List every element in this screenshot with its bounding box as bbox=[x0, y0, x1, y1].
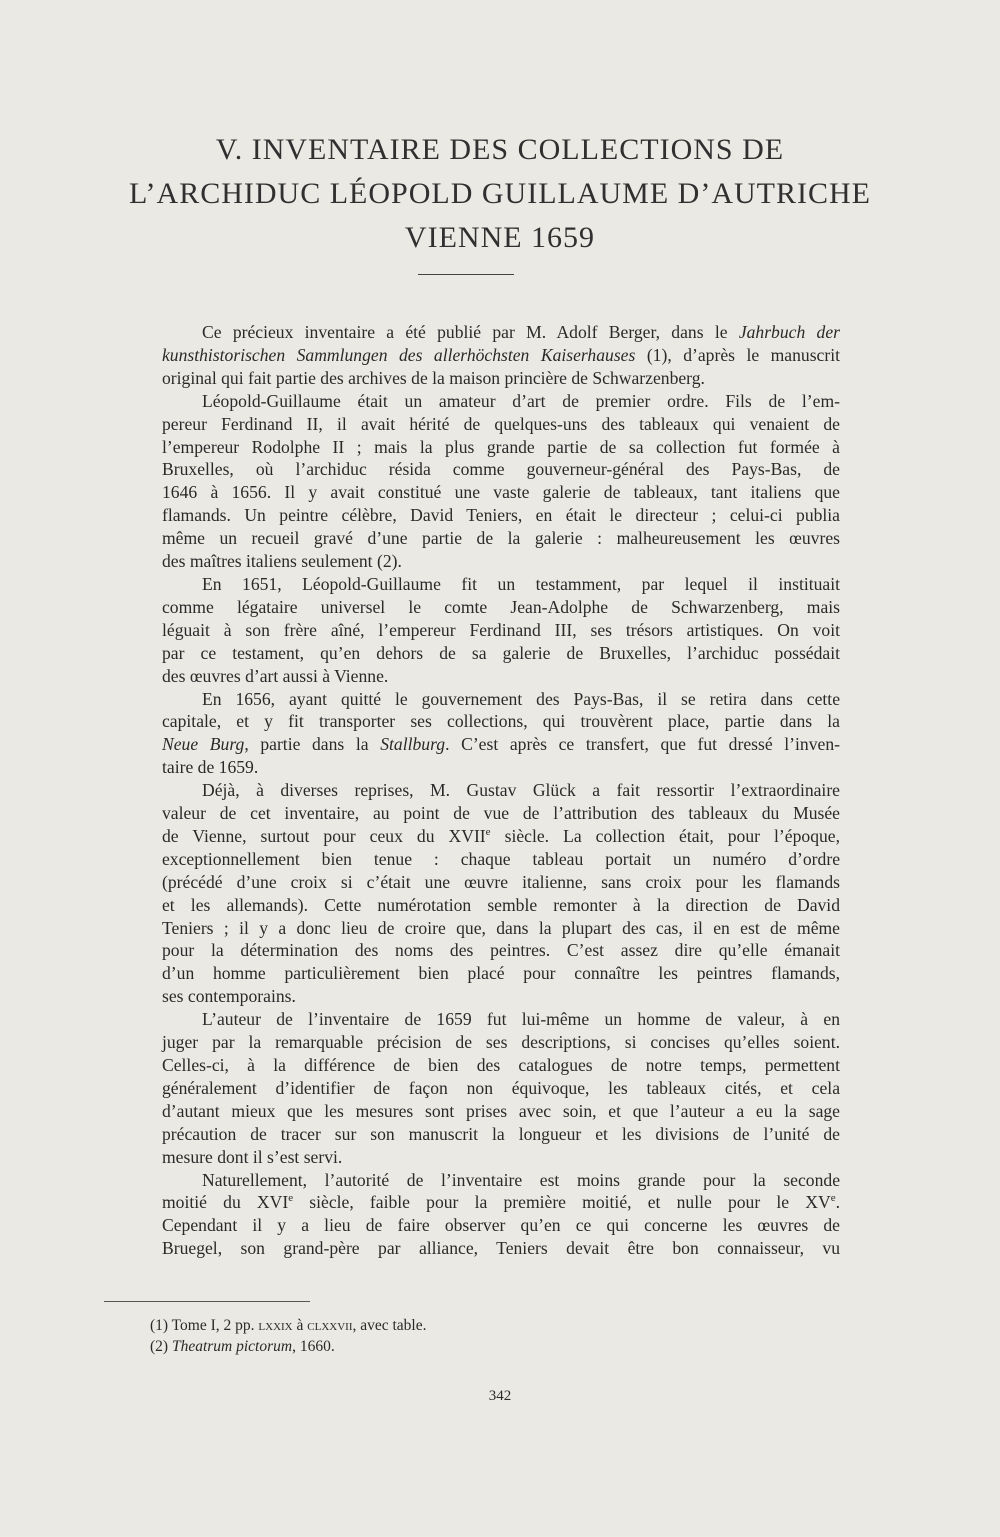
footnote-2: (2) Theatrum pictorum, 1660. bbox=[150, 1338, 335, 1355]
text-line: Cependant il y a lieu de faire observer qu’en ce qui concerne les œuvres de bbox=[162, 1215, 840, 1236]
text-line: En 1651, Léopold-Guillaume fit un testamment, par lequel il instituait bbox=[202, 573, 840, 594]
text-line: l’empereur Rodolphe II ; mais la plus grande partie de sa collection fut formée à bbox=[162, 436, 840, 457]
title-line-3: VIENNE 1659 bbox=[404, 221, 596, 254]
text-line: même un recueil gravé d’une partie de la galerie : malheureusement les œuvres bbox=[162, 528, 840, 549]
text-line: et les allemands). Cette numérotation semble remonter à la direction de David bbox=[162, 894, 840, 915]
text-line: 1646 à 1656. Il y avait constitué une vaste galerie de tableaux, tant italiens que bbox=[162, 482, 840, 503]
text-line: Léopold-Guillaume était un amateur d’art de premier ordre. Fils de l’em- bbox=[202, 390, 840, 411]
text-line: généralement d’identifier de façon non équivoque, les tableaux cités, et cela bbox=[162, 1077, 840, 1098]
text-line: kunsthistorischen Sammlungen des allerhöchsten Kaiserhauses (1), d’après le manuscrit bbox=[162, 344, 840, 365]
text-line: Teniers ; il y a donc lieu de croire que, dans la plupart des cas, il en est de même bbox=[162, 917, 840, 938]
text-line: Neue Burg, partie dans la Stallburg. C’est après ce transfert, que fut dressé l’inven- bbox=[162, 734, 840, 755]
text-line: comme légataire universel le comte Jean-Adolphe de Schwarzenberg, mais bbox=[162, 596, 840, 617]
text-line: (précédé d’une croix si c’était une œuvre italienne, sans croix pour les flamands bbox=[162, 871, 840, 892]
text-line: valeur de cet inventaire, au point de vue de l’attribution des tableaux du Musée bbox=[162, 803, 840, 824]
text-line: original qui fait partie des archives de la maison princière de Schwarzenberg. bbox=[162, 367, 705, 388]
text-line: d’autant mieux que les mesures sont prises avec soin, et que l’auteur a eu la sage bbox=[162, 1100, 840, 1121]
text-line: des œuvres d’art aussi à Vienne. bbox=[162, 665, 389, 686]
text-line: juger par la remarquable précision de ses descriptions, si concises qu’elles soient. bbox=[162, 1032, 840, 1053]
footnote-separator-rule bbox=[104, 1301, 310, 1302]
text-line: léguait à son frère aîné, l’empereur Ferdinand III, ses trésors artistiques. On voit bbox=[162, 619, 840, 640]
title-separator-rule bbox=[418, 274, 514, 275]
text-line: précaution de tracer sur son manuscrit la longueur et les divisions de l’unité de bbox=[162, 1123, 840, 1144]
footnote-1: (1) Tome I, 2 pp. lxxix à clxxvii, avec table. bbox=[150, 1317, 427, 1334]
text-line: pour la détermination des noms des peintres. C’est assez dire qu’elle émanait bbox=[162, 940, 840, 961]
title-line-2: L’ARCHIDUC LÉOPOLD GUILLAUME D’AUTRICHE bbox=[128, 177, 871, 210]
text-line: de Vienne, surtout pour ceux du XVIIe siècle. La collection était, pour l’époque, bbox=[162, 825, 840, 846]
text-line: moitié du XVIe siècle, faible pour la première moitié, et nulle pour le XVe. bbox=[162, 1192, 840, 1213]
text-line: flamands. Un peintre célèbre, David Teniers, en était le directeur ; celui-ci publia bbox=[162, 505, 840, 526]
text-line: mesure dont il s’est servi. bbox=[162, 1146, 343, 1167]
text-line: d’un homme particulièrement bien placé pour connaître les peintres flamands, bbox=[162, 963, 840, 984]
text-line: Ce précieux inventaire a été publié par M. Adolf Berger, dans le Jahrbuch der bbox=[202, 322, 840, 342]
text-line: L’auteur de l’inventaire de 1659 fut lui-même un homme de valeur, à en bbox=[202, 1009, 840, 1030]
text-line: des maîtres italiens seulement (2). bbox=[162, 551, 402, 572]
footnotes bbox=[150, 1315, 750, 1357]
text-line: ses contemporains. bbox=[162, 986, 296, 1007]
text-line: capitale, et y fit transporter ses collections, qui trouvèrent place, partie dans la bbox=[162, 711, 840, 732]
text-line: exceptionnellement bien tenue : chaque tableau portait un numéro d’ordre bbox=[162, 848, 840, 869]
text-line: pereur Ferdinand II, il avait hérité de quelques-uns des tableaux qui venaient de bbox=[162, 413, 840, 434]
text-line: Bruegel, son grand-père par alliance, Teniers devait être bon connaisseur, vu bbox=[162, 1238, 840, 1259]
title-line-1: V. INVENTAIRE DES COLLECTIONS DE bbox=[215, 133, 785, 166]
text-line: taire de 1659. bbox=[162, 757, 259, 778]
text-line: par ce testament, qu’en dehors de sa galerie de Bruxelles, l’archiduc possédait bbox=[162, 642, 840, 663]
text-line: Naturellement, l’autorité de l’inventaire est moins grande pour la seconde bbox=[202, 1169, 840, 1190]
page-title bbox=[0, 128, 1000, 260]
text-line: Déjà, à diverses reprises, M. Gustav Glück a fait ressortir l’extraordinaire bbox=[202, 780, 840, 801]
text-line: Bruxelles, où l’archiduc résida comme gouverneur-général des Pays-Bas, de bbox=[162, 459, 840, 480]
body-text bbox=[162, 321, 840, 1260]
page-number: 342 bbox=[488, 1388, 512, 1404]
text-line: Celles-ci, à la différence de bien des catalogues de notre temps, permettent bbox=[162, 1055, 840, 1075]
text-line: En 1656, ayant quitté le gouvernement des Pays-Bas, il se retira dans cette bbox=[202, 688, 840, 709]
